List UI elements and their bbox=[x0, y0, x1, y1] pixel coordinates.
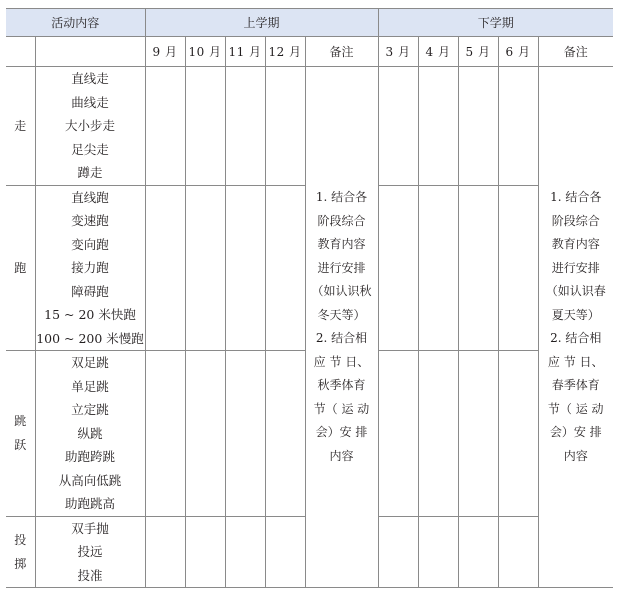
activity-item: 助跑跨跳 bbox=[64, 449, 115, 464]
term1-month-cell bbox=[265, 351, 305, 517]
term2-month-cell bbox=[498, 351, 538, 517]
term1-month-cell bbox=[225, 67, 265, 186]
term2-month-cell bbox=[498, 185, 538, 351]
term1-month-cell bbox=[225, 185, 265, 351]
activity-item: 双足跳 bbox=[71, 355, 109, 370]
category-label bbox=[6, 67, 35, 186]
term1-month-cell bbox=[265, 516, 305, 588]
remarks-note-line: 教育内容 bbox=[317, 237, 366, 251]
remarks-note-line: 节（ 运 动 bbox=[313, 401, 370, 416]
term1-month-cell bbox=[145, 185, 185, 351]
month-header-mar: 3 月 bbox=[378, 37, 418, 67]
activity-item: 曲线走 bbox=[71, 94, 109, 110]
activity-item: 大小步走 bbox=[64, 118, 115, 133]
activity-item: 15 ~ 20 米快跑 bbox=[44, 307, 136, 322]
category-label-char: 跃 bbox=[14, 438, 27, 453]
term1-month-cell bbox=[145, 67, 185, 186]
activity-item: 变向跑 bbox=[71, 236, 109, 252]
activity-item: 单足跳 bbox=[71, 378, 109, 394]
term-1-remarks-notes bbox=[305, 67, 378, 588]
activity-item: 双手抛 bbox=[71, 520, 109, 536]
activity-list bbox=[35, 351, 145, 517]
term2-month-cell bbox=[498, 516, 538, 588]
term-2-remarks-notes bbox=[538, 67, 613, 588]
first-term-remarks-header: 备注 bbox=[305, 37, 378, 67]
remarks-note-line: 会）安 排 bbox=[549, 425, 602, 439]
remarks-note-line: 春季体育 bbox=[551, 378, 600, 392]
remarks-note-line: 应 节 日、 bbox=[547, 354, 604, 369]
activity-list bbox=[35, 516, 145, 588]
remarks-note-line: 秋季体育 bbox=[317, 378, 366, 392]
first-term-header: 上学期 bbox=[145, 9, 378, 37]
term1-month-cell bbox=[185, 351, 225, 517]
category-label bbox=[6, 516, 35, 588]
category-label bbox=[6, 185, 35, 351]
term2-month-cell bbox=[458, 67, 498, 186]
term2-month-cell bbox=[458, 351, 498, 517]
blank-header-cell bbox=[6, 37, 35, 67]
term1-month-cell bbox=[225, 351, 265, 517]
month-header-dec: 12 月 bbox=[265, 37, 305, 67]
term1-month-cell bbox=[185, 185, 225, 351]
remarks-note-line: 内容 bbox=[563, 448, 588, 463]
remarks-note-line: 2. 结合相 bbox=[315, 331, 368, 345]
remarks-note-line: 内容 bbox=[329, 448, 354, 463]
category-label-char: 跳 bbox=[14, 414, 27, 429]
activity-item: 100 ~ 200 米慢跑 bbox=[36, 330, 144, 346]
month-header-oct: 10 月 bbox=[185, 37, 225, 67]
activity-item: 纵跳 bbox=[77, 425, 103, 441]
activity-item: 投远 bbox=[77, 544, 103, 559]
term1-month-cell bbox=[225, 516, 265, 588]
term1-month-cell bbox=[145, 351, 185, 517]
term2-month-cell bbox=[418, 516, 458, 588]
activity-list bbox=[35, 67, 145, 186]
activity-item: 接力跑 bbox=[71, 260, 109, 275]
term2-month-cell bbox=[498, 67, 538, 186]
activity-item: 直线跑 bbox=[71, 189, 109, 205]
second-term-header: 下学期 bbox=[378, 9, 613, 37]
activity-item: 助跑跳高 bbox=[64, 496, 115, 511]
month-header-jun: 6 月 bbox=[498, 37, 538, 67]
category-row bbox=[6, 67, 613, 186]
category-label-char: 投 bbox=[14, 532, 27, 547]
term2-month-cell bbox=[378, 351, 418, 517]
term1-month-cell bbox=[265, 185, 305, 351]
activity-item: 立定跳 bbox=[71, 402, 109, 417]
activity-item: 变速跑 bbox=[71, 213, 109, 228]
remarks-note-line: （如认识春 bbox=[545, 284, 606, 298]
month-header-apr: 4 月 bbox=[418, 37, 458, 67]
activity-item: 投准 bbox=[77, 567, 103, 583]
term2-month-cell bbox=[418, 351, 458, 517]
activity-content-header: 活动内容 bbox=[6, 9, 145, 37]
term2-month-cell bbox=[458, 185, 498, 351]
activity-item: 足尖走 bbox=[71, 141, 109, 157]
term2-month-cell bbox=[418, 185, 458, 351]
activity-item: 直线走 bbox=[71, 71, 109, 86]
month-header-sep: 9 月 bbox=[145, 37, 185, 67]
term2-month-cell bbox=[378, 516, 418, 588]
category-label bbox=[6, 351, 35, 517]
term1-month-cell bbox=[185, 67, 225, 186]
activity-item: 从高向低跳 bbox=[58, 472, 122, 488]
remarks-note-line: 1. 结合各 bbox=[550, 190, 602, 204]
term1-month-cell bbox=[185, 516, 225, 588]
remarks-note-line: 冬天等） bbox=[317, 307, 366, 322]
category-label-char: 走 bbox=[14, 118, 27, 133]
category-label-char: 跑 bbox=[14, 260, 27, 275]
activity-list bbox=[35, 185, 145, 351]
remarks-note-line: 节（ 运 动 bbox=[547, 401, 604, 416]
remarks-note-line: 阶段综合 bbox=[551, 213, 600, 228]
remarks-note-line: 进行安排 bbox=[551, 260, 600, 275]
category-label-char: 掷 bbox=[14, 556, 27, 571]
term1-month-cell bbox=[145, 516, 185, 588]
remarks-note-line: 2. 结合相 bbox=[550, 331, 602, 345]
remarks-note-line: 会）安 排 bbox=[315, 425, 368, 439]
term2-month-cell bbox=[418, 67, 458, 186]
month-header-nov: 11 月 bbox=[225, 37, 265, 67]
activity-schedule-table bbox=[6, 8, 613, 588]
term1-month-cell bbox=[265, 67, 305, 186]
activity-item: 障碍跑 bbox=[71, 283, 109, 299]
remarks-note-line: 教育内容 bbox=[551, 237, 600, 251]
second-term-remarks-header: 备注 bbox=[538, 37, 613, 67]
schedule-body bbox=[6, 67, 613, 588]
activity-item: 蹲走 bbox=[77, 165, 103, 180]
month-header-may: 5 月 bbox=[458, 37, 498, 67]
term2-month-cell bbox=[458, 516, 498, 588]
term2-month-cell bbox=[378, 67, 418, 186]
blank-header-cell bbox=[35, 37, 145, 67]
term2-month-cell bbox=[378, 185, 418, 351]
remarks-note-line: 夏天等） bbox=[551, 307, 600, 322]
remarks-note-line: （如认识秋 bbox=[311, 284, 372, 298]
remarks-note-line: 进行安排 bbox=[317, 260, 366, 275]
remarks-note-line: 应 节 日、 bbox=[313, 354, 370, 369]
remarks-note-line: 阶段综合 bbox=[317, 213, 366, 228]
remarks-note-line: 1. 结合各 bbox=[315, 190, 368, 204]
